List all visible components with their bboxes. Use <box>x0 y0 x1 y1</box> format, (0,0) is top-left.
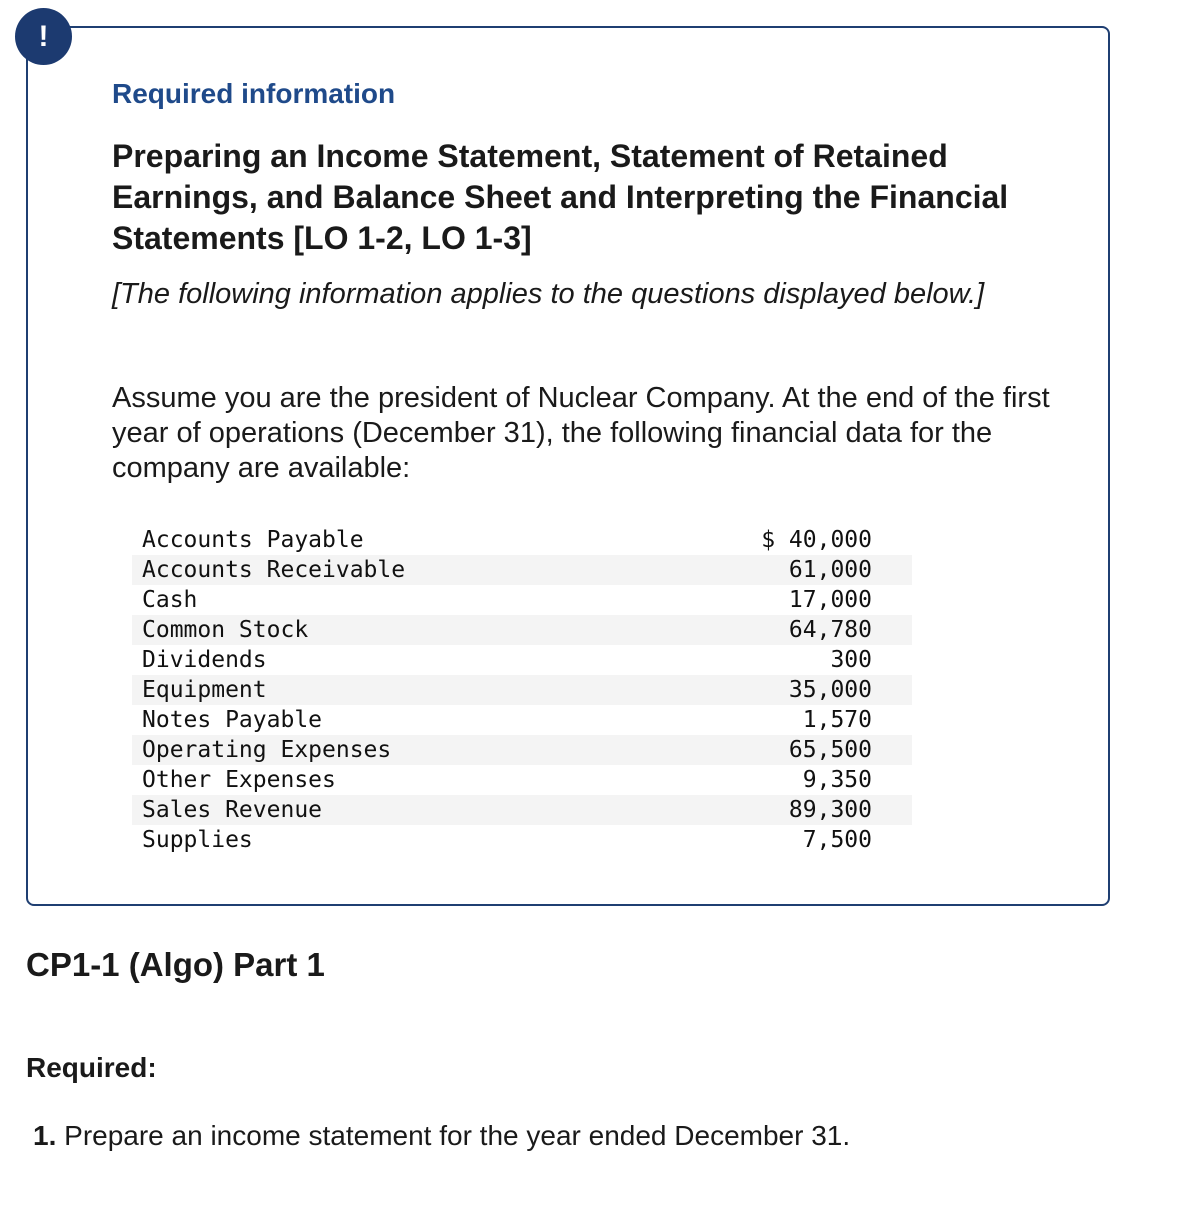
financial-data-table <box>132 525 912 855</box>
account-name: Supplies <box>142 827 253 853</box>
table-row <box>132 645 912 675</box>
account-name: Common Stock <box>142 617 309 643</box>
table-row <box>132 705 912 735</box>
account-name: Sales Revenue <box>142 797 323 823</box>
account-amount: 65,500 <box>788 737 872 763</box>
account-amount: 64,780 <box>788 617 872 643</box>
table-row <box>132 615 912 645</box>
question-text: Prepare an income statement for the year ended December 31. <box>56 1120 851 1151</box>
account-name: Accounts Receivable <box>142 557 406 583</box>
table-row <box>132 585 912 615</box>
question-item <box>33 1120 850 1152</box>
table-row <box>132 825 912 855</box>
account-amount: 61,000 <box>788 557 872 583</box>
problem-intro: Assume you are the president of Nuclear Company. At the end of the first year of operations (December 31), the following financial data for the company are available: <box>112 382 1050 484</box>
account-amount: 89,300 <box>788 797 872 823</box>
account-amount: 300 <box>830 647 872 673</box>
question-number: 1. <box>33 1120 57 1151</box>
account-name: Dividends <box>142 647 267 673</box>
table-row <box>132 525 912 555</box>
account-name: Accounts Payable <box>142 527 364 553</box>
account-amount: 1,570 <box>802 707 872 733</box>
account-amount: 9,350 <box>802 767 872 793</box>
table-row <box>132 555 912 585</box>
part-title: CP1-1 (Algo) Part 1 <box>26 946 325 983</box>
table-row <box>132 735 912 765</box>
account-amount: 7,500 <box>802 827 872 853</box>
alert-icon: ! <box>15 8 72 65</box>
table-row <box>132 675 912 705</box>
account-amount: 17,000 <box>788 587 872 613</box>
account-name: Equipment <box>142 677 267 703</box>
problem-heading: Preparing an Income Statement, Statement of Retained Earnings, and Balance Sheet and Interpreting the Financial Statements [LO 1-2, LO 1-3] <box>112 138 1009 256</box>
table-row <box>132 765 912 795</box>
account-amount: $ 40,000 <box>761 527 872 553</box>
account-amount: 35,000 <box>788 677 872 703</box>
account-name: Operating Expenses <box>142 737 392 763</box>
table-row <box>132 795 912 825</box>
account-name: Notes Payable <box>142 707 323 733</box>
required-information-label: Required information <box>112 78 396 109</box>
required-label: Required: <box>26 1052 157 1083</box>
account-name: Other Expenses <box>142 767 336 793</box>
applies-note: [The following information applies to the questions displayed below.] <box>112 278 985 310</box>
account-name: Cash <box>142 587 198 613</box>
